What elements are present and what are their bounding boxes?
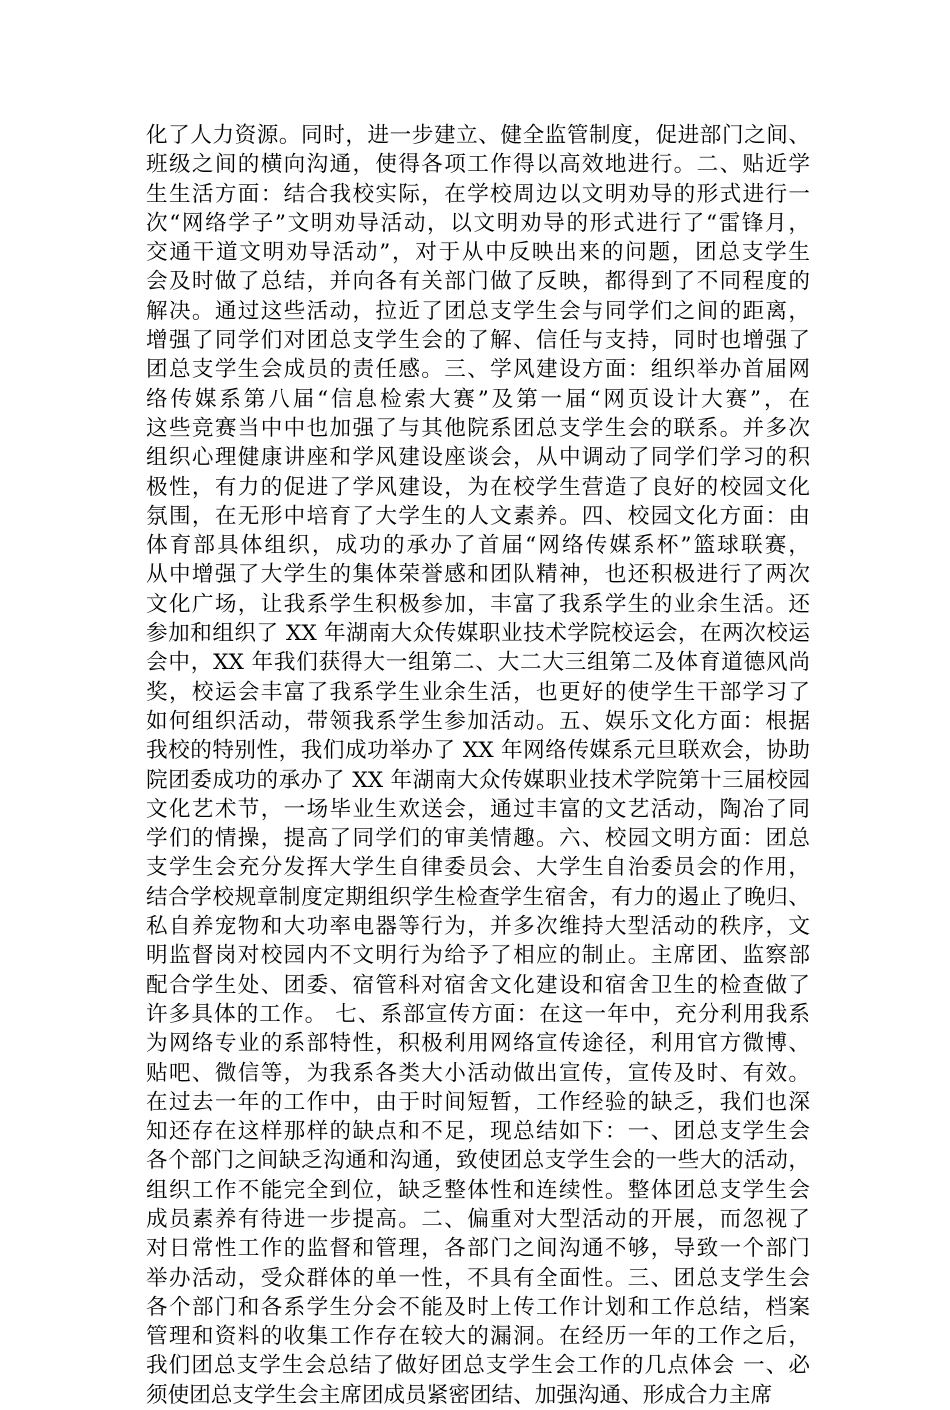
text-line: 结合学校规章制度定期组织学生检查学生宿舍，有力的遏止了晚归、 (146, 884, 810, 910)
text-line: 我校的特别性，我们成功举办了 XX 年网络传媒系元旦联欢会，协助 (146, 738, 810, 764)
text-line: 解决。通过这些活动，拉近了团总支学生会与同学们之间的距离， (146, 298, 810, 324)
text-line: 配合学生处、团委、宿管科对宿舍文化建设和宿舍卫生的检查做了 (146, 972, 810, 998)
text-line: 团总支学生会成员的责任感。三、学风建设方面：组织举办首届网 (146, 357, 810, 383)
text-line: 举办活动，受众群体的单一性，不具有全面性。三、团总支学生会 (146, 1265, 810, 1291)
text-line: 成员素养有待进一步提高。二、偏重对大型活动的开展，而忽视了 (146, 1206, 810, 1232)
text-line: 管理和资料的收集工作存在较大的漏洞。在经历一年的工作之后， (146, 1324, 810, 1350)
text-line: 会及时做了总结，并向各有关部门做了反映，都得到了不同程度的 (146, 269, 810, 295)
text-line: 次“网络学子”文明劝导活动，以文明劝导的形式进行了“雷锋月， (146, 210, 810, 236)
body-text (146, 121, 810, 1410)
text-line: 知还存在这样那样的缺点和不足，现总结如下：一、团总支学生会 (146, 1119, 810, 1145)
text-line: 交通干道文明劝导活动”，对于从中反映出来的问题，团总支学生 (146, 240, 810, 266)
text-line: 学们的情操，提高了同学们的审美情趣。六、校园文明方面：团总 (146, 826, 810, 852)
text-line: 私自养宠物和大功率电器等行为，并多次维持大型活动的秩序，文 (146, 914, 810, 940)
text-line: 为网络专业的系部特性，积极利用网络宣传途径，利用官方微博、 (146, 1031, 810, 1057)
text-line: 对日常性工作的监督和管理，各部门之间沟通不够，导致一个部门 (146, 1236, 810, 1262)
text-line: 从中增强了大学生的集体荣誉感和团队精神，也还积极进行了两次 (146, 562, 810, 588)
text-line: 极性，有力的促进了学风建设，为在校学生营造了良好的校园文化 (146, 474, 810, 500)
text-line: 组织工作不能完全到位，缺乏整体性和连续性。整体团总支学生会 (146, 1177, 810, 1203)
text-line: 许多具体的工作。 七、系部宣传方面：在这一年中，充分利用我系 (146, 1001, 810, 1027)
text-line: 氛围，在无形中培育了大学生的人文素养。四、校园文化方面：由 (146, 503, 810, 529)
text-line: 须使团总支学生会主席团成员紧密团结、加强沟通、形成合力主席 (146, 1382, 773, 1408)
text-line: 在过去一年的工作中，由于时间短暂，工作经验的缺乏，我们也深 (146, 1089, 810, 1115)
text-line: 贴吧、微信等，为我系各类大小活动做出宣传，宣传及时、有效。 (146, 1060, 810, 1086)
text-line: 各个部门之间缺乏沟通和沟通，致使团总支学生会的一些大的活动， (146, 1148, 810, 1174)
text-line: 体育部具体组织，成功的承办了首届“网络传媒系杯”篮球联赛， (146, 533, 810, 559)
text-line: 增强了同学们对团总支学生会的了解、信任与支持，同时也增强了 (146, 328, 810, 354)
text-line: 明监督岗对校园内不文明行为给予了相应的制止。主席团、监察部 (146, 943, 810, 969)
text-line: 院团委成功的承办了 XX 年湖南大众传媒职业技术学院第十三届校园 (146, 767, 810, 793)
text-line: 生生活方面：结合我校实际，在学校周边以文明劝导的形式进行一 (146, 181, 810, 207)
text-line: 文化艺术节，一场毕业生欢送会，通过丰富的文艺活动，陶冶了同 (146, 796, 810, 822)
text-line: 化了人力资源。同时，进一步建立、健全监管制度，促进部门之间、 (146, 123, 810, 148)
text-line: 组织心理健康讲座和学风建设座谈会，从中调动了同学们学习的积 (146, 445, 810, 471)
text-line: 班级之间的横向沟通，使得各项工作得以高效地进行。二、贴近学 (146, 152, 810, 178)
text-line: 络传媒系第八届“信息检索大赛”及第一届“网页设计大赛”，在 (146, 386, 810, 412)
text-line: 支学生会充分发挥大学生自律委员会、大学生自治委员会的作用， (146, 855, 810, 881)
text-line: 文化广场，让我系学生积极参加，丰富了我系学生的业余生活。还 (146, 591, 810, 617)
text-line: 参加和组织了 XX 年湖南大众传媒职业技术学院校运会，在两次校运 (146, 621, 810, 647)
text-line: 各个部门和各系学生分会不能及时上传工作计划和工作总结，档案 (146, 1294, 810, 1320)
text-line: 如何组织活动，带领我系学生参加活动。五、娱乐文化方面：根据 (146, 708, 810, 734)
text-line: 我们团总支学生会总结了做好团总支学生会工作的几点体会 一、必 (146, 1353, 810, 1379)
text-line: 这些竞赛当中中也加强了与其他院系团总支学生会的联系。并多次 (146, 415, 810, 441)
text-line: 会中，XX 年我们获得大一组第二、大二大三组第二及体育道德风尚 (146, 650, 810, 676)
text-line: 奖，校运会丰富了我系学生业余生活，也更好的使学生干部学习了 (146, 679, 810, 705)
